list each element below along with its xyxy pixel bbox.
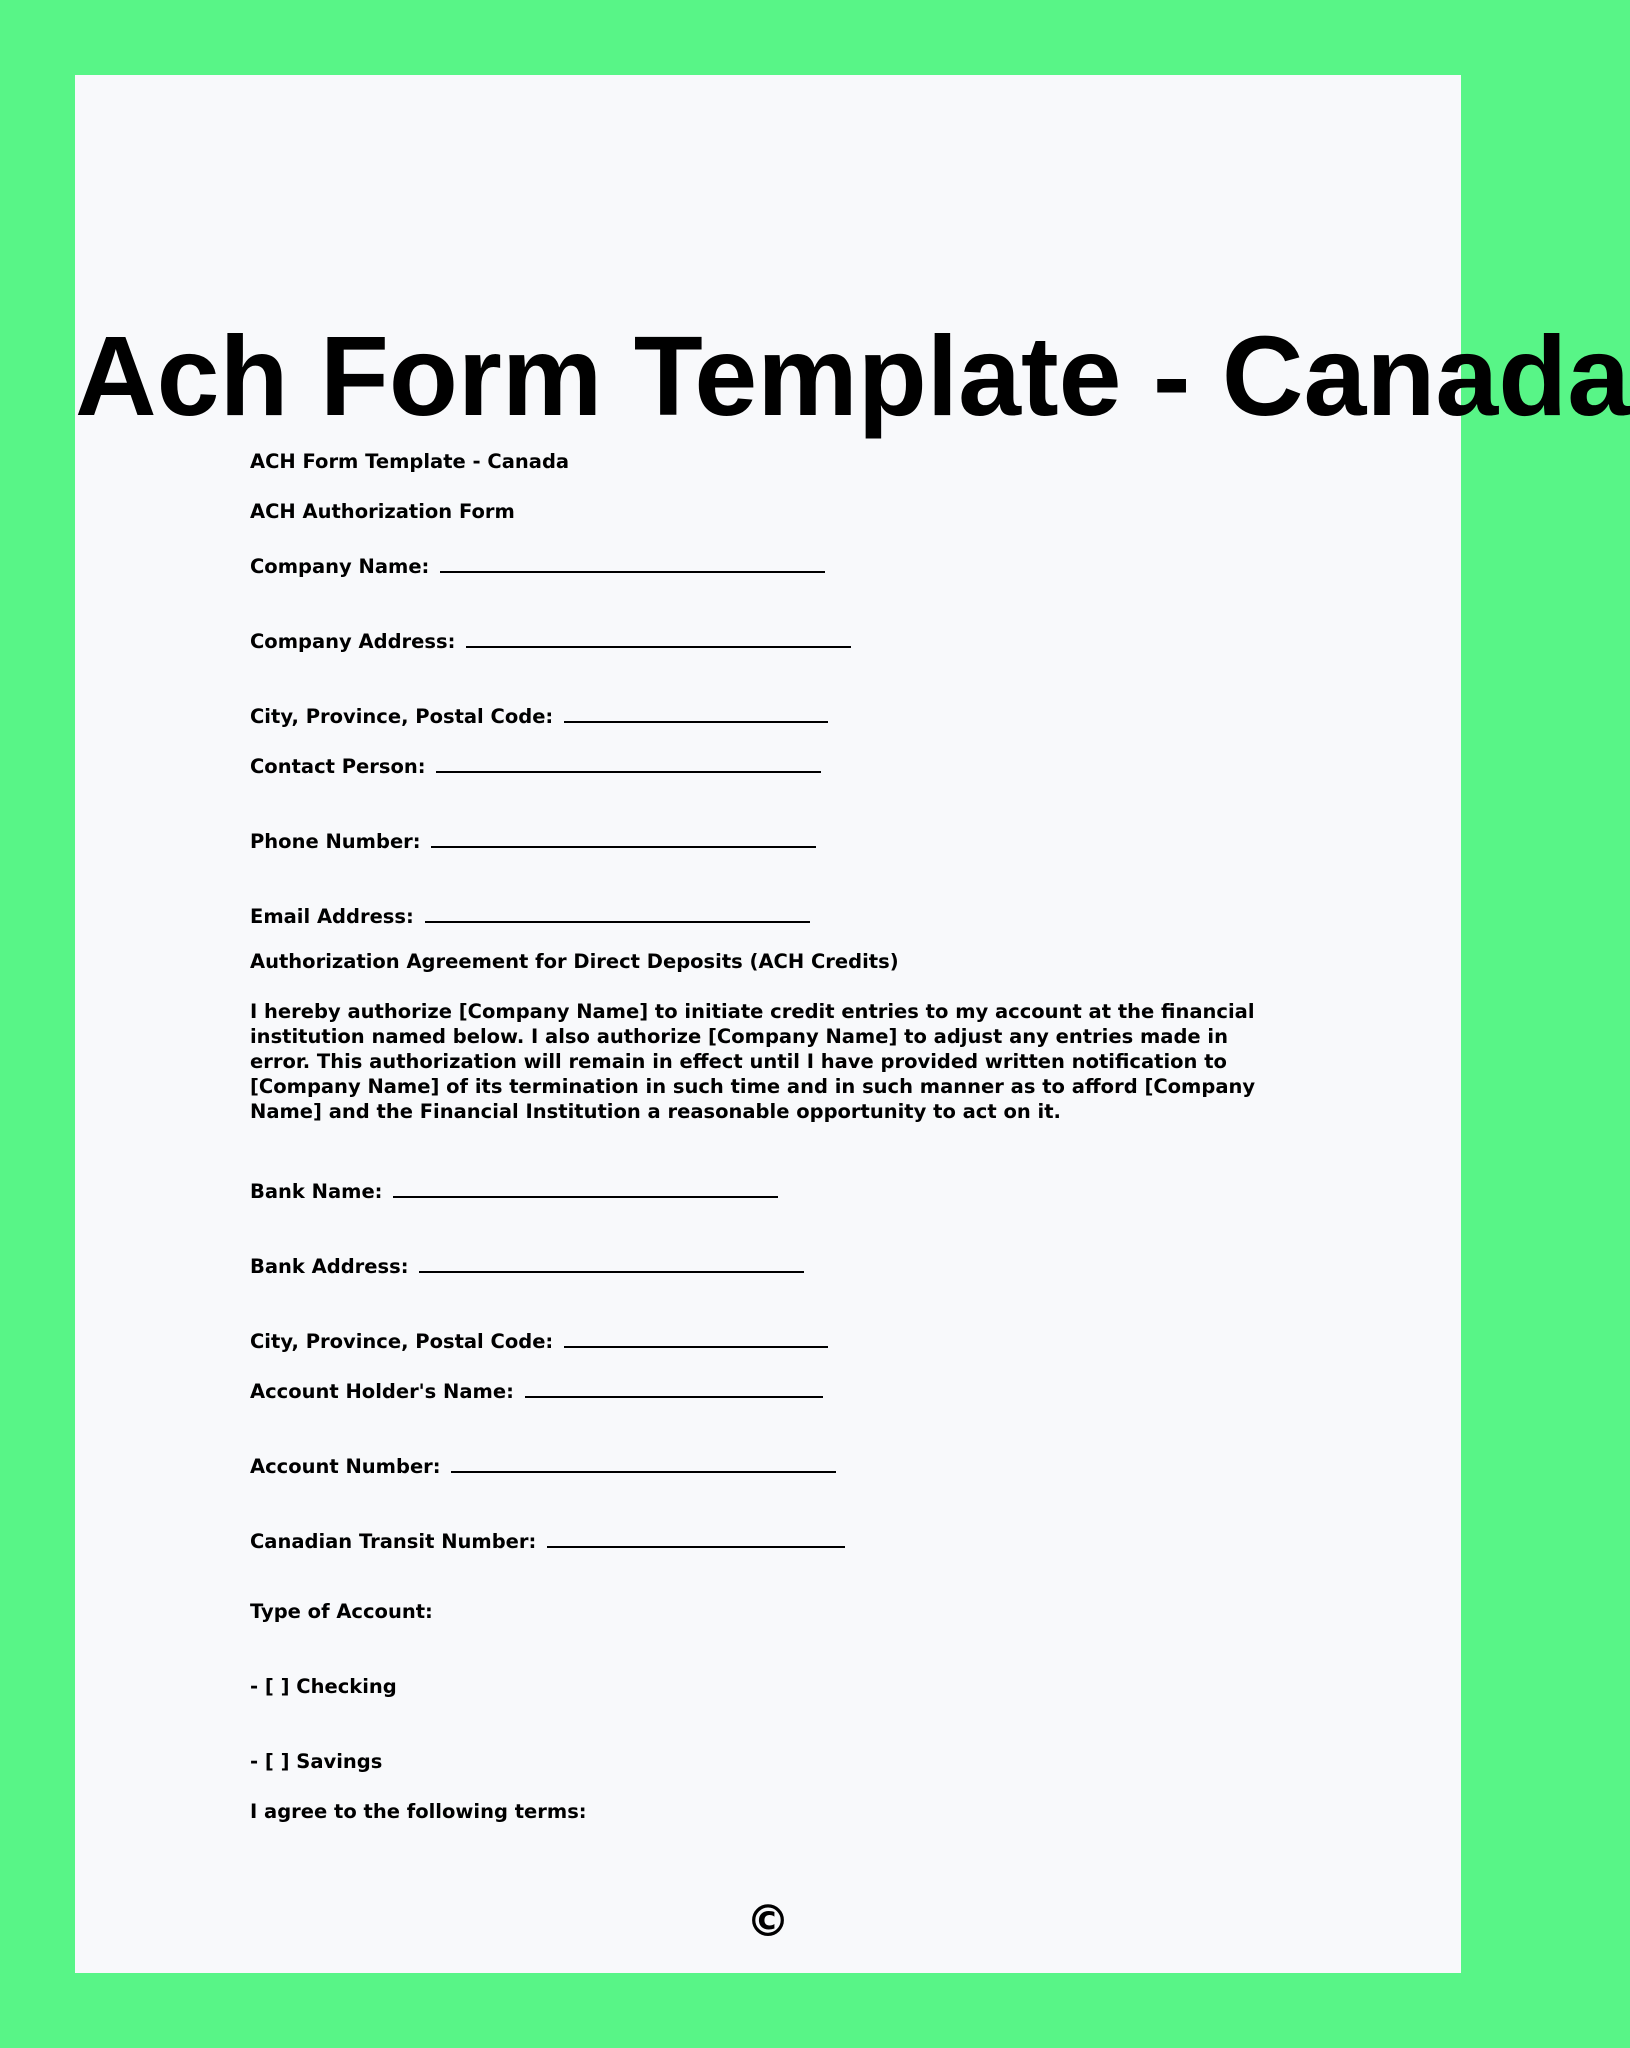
checking-option[interactable]: - [ ] Checking	[250, 1675, 397, 1698]
field-blank[interactable]	[440, 549, 825, 573]
contact-person-field[interactable]	[250, 749, 821, 779]
field-label: Bank Name:	[250, 1180, 383, 1203]
field-blank[interactable]	[436, 749, 821, 773]
field-blank[interactable]	[431, 824, 816, 848]
transit-number-field[interactable]	[250, 1524, 845, 1554]
terms-label: I agree to the following terms:	[250, 1800, 587, 1823]
account-number-field[interactable]	[250, 1449, 836, 1479]
field-blank[interactable]	[564, 1324, 828, 1348]
company-name-field[interactable]	[250, 549, 825, 579]
field-blank[interactable]	[451, 1449, 836, 1473]
agreement-text: I hereby authorize [Company Name] to initiate credit entries to my account at the financial institution named below. I also authorize [Company Name] to adjust any entries made in error. This authorization will remain in effect until I have provided written notification to [Company Name] of its termination in such time and in such manner as to afford [Company Name] and the Financial Institution a reasonable opportunity to act on it.	[250, 1000, 1256, 1123]
field-label: Bank Address:	[250, 1255, 409, 1278]
agreement-title: Authorization Agreement for Direct Deposits (ACH Credits)	[250, 950, 899, 973]
email-address-field[interactable]	[250, 899, 810, 929]
account-type-label: Type of Account:	[250, 1600, 433, 1623]
field-label: Email Address:	[250, 905, 414, 928]
field-blank[interactable]	[419, 1249, 804, 1273]
field-label: Company Name:	[250, 555, 430, 578]
bank-address-field[interactable]	[250, 1249, 804, 1279]
field-blank[interactable]	[547, 1524, 845, 1548]
document-page	[75, 75, 1630, 1973]
bank-city-field[interactable]	[250, 1324, 828, 1354]
form-title: ACH Authorization Form	[250, 500, 515, 523]
field-blank[interactable]	[393, 1174, 778, 1198]
field-blank[interactable]	[564, 699, 828, 723]
company-address-field[interactable]	[250, 624, 851, 654]
field-label: Contact Person:	[250, 755, 426, 778]
field-blank[interactable]	[466, 624, 851, 648]
field-label: City, Province, Postal Code:	[250, 1330, 554, 1353]
field-label: Account Number:	[250, 1455, 441, 1478]
field-blank[interactable]	[425, 899, 810, 923]
bank-name-field[interactable]	[250, 1174, 778, 1204]
field-label: Company Address:	[250, 630, 456, 653]
copyright-icon: ©	[746, 1896, 790, 1947]
page-title: Ach Form Template - Canada	[75, 313, 1630, 439]
company-city-field[interactable]	[250, 699, 828, 729]
document-subheading: ACH Form Template - Canada	[250, 450, 570, 473]
field-label: Phone Number:	[250, 830, 421, 853]
field-label: City, Province, Postal Code:	[250, 705, 554, 728]
field-blank[interactable]	[525, 1374, 823, 1398]
field-label: Canadian Transit Number:	[250, 1530, 537, 1553]
savings-option[interactable]: - [ ] Savings	[250, 1750, 383, 1773]
account-holder-field[interactable]	[250, 1374, 823, 1404]
phone-number-field[interactable]	[250, 824, 816, 854]
field-label: Account Holder's Name:	[250, 1380, 514, 1403]
